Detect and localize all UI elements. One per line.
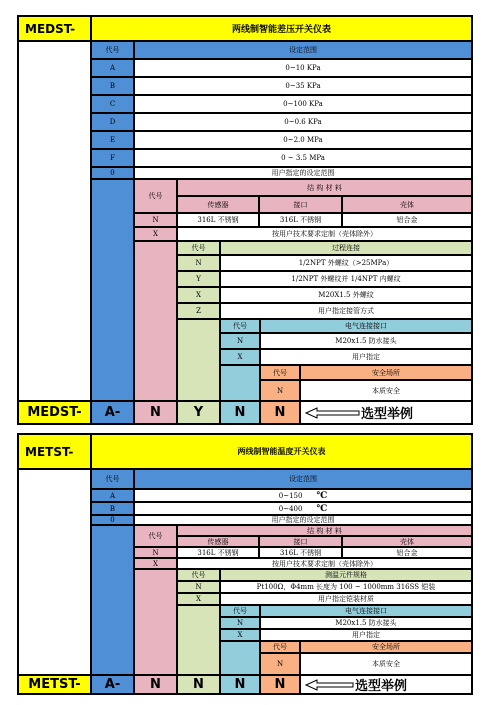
range-header: 设定范围 <box>134 41 472 59</box>
example-code-electrical: N <box>220 401 260 424</box>
range-code-header: 代号 <box>91 41 134 59</box>
range-value: 用户指定的设定范围 <box>134 515 472 525</box>
material-housing: 铝合金 <box>342 213 472 227</box>
material-housing-header: 壳体 <box>342 196 472 213</box>
range-code: 0 <box>91 167 134 179</box>
material-housing-header: 壳体 <box>342 536 472 547</box>
table-title: 两线制智能温度开关仪表 <box>91 434 472 469</box>
safety-code: N <box>260 380 300 401</box>
example-label: 选型举例 <box>355 679 408 694</box>
material-sensor: 316L 不锈钢 <box>177 547 259 558</box>
range-code: D <box>91 113 134 131</box>
range-code: B <box>91 77 134 95</box>
material-sensor: 316L 不锈钢 <box>177 213 259 227</box>
element-code: N <box>177 581 220 593</box>
range-value: 0 ~ 3.5 MPa <box>134 149 472 167</box>
material-code-header: 代号 <box>134 525 177 547</box>
left-spacer <box>18 41 91 401</box>
material-housing: 铝合金 <box>342 547 472 558</box>
example-code-safety: N <box>260 675 300 694</box>
material-port: 316L 不锈钢 <box>259 547 342 558</box>
range-value: 0~100 KPa <box>134 95 472 113</box>
range-value: 用户指定的设定范围 <box>134 167 472 179</box>
electrical-column-fill <box>220 365 260 401</box>
material-code: X <box>134 227 177 241</box>
left-spacer <box>18 469 91 675</box>
process-code: Y <box>177 271 220 287</box>
electrical-code: X <box>220 349 260 365</box>
electrical-value: M20x1.5 防水接头 <box>260 333 472 349</box>
example-code-material: N <box>134 675 177 694</box>
process-code-header: 代号 <box>177 241 220 255</box>
process-value: 用户指定接管方式 <box>220 303 472 319</box>
example-code-range: A- <box>91 401 134 424</box>
example-code-electrical: N <box>220 675 260 694</box>
range-code: 0 <box>91 515 134 525</box>
range-value-text: 0~150 <box>278 491 303 500</box>
electrical-value: M20x1.5 防水接头 <box>260 617 472 629</box>
range-code: B <box>91 502 134 515</box>
example-model: METST- <box>18 675 91 694</box>
process-value: 1/2NPT 外螺纹并 1/4NPT 内螺纹 <box>220 271 472 287</box>
safety-value: 本质安全 <box>300 653 472 675</box>
range-header: 设定范围 <box>134 469 472 489</box>
element-header: 测温元件规格 <box>220 569 472 581</box>
process-column-fill <box>177 319 220 401</box>
safety-code-header: 代号 <box>260 365 300 380</box>
range-code: C <box>91 95 134 113</box>
material-code: N <box>134 547 177 558</box>
material-custom: 按用户技术要求定制（壳体除外） <box>177 227 472 241</box>
left-arrow-icon <box>305 407 361 419</box>
electrical-header: 电气连接接口 <box>260 605 472 617</box>
process-code: N <box>177 255 220 271</box>
element-value: Pt100Ω，Φ4mm 长度为 100 ~ 1000mm 316SS 铠装 <box>220 581 472 593</box>
model-code: METST- <box>18 434 91 469</box>
material-port-header: 接口 <box>259 536 342 547</box>
safety-code-header: 代号 <box>260 641 300 653</box>
table-metst <box>17 433 473 695</box>
table-title: 两线制智能差压开关仪表 <box>91 16 472 41</box>
material-header: 结 构 材 料 <box>177 525 472 536</box>
electrical-value: 用户指定 <box>260 349 472 365</box>
electrical-column-fill <box>220 641 260 675</box>
safety-header: 安全场所 <box>300 365 472 380</box>
range-value <box>134 489 472 502</box>
range-code: A <box>91 489 134 502</box>
electrical-code: N <box>220 617 260 629</box>
range-value-text: 0~400 <box>278 504 303 513</box>
range-code: A <box>91 59 134 77</box>
material-header: 结 构 材 料 <box>177 179 472 196</box>
material-code-header: 代号 <box>134 179 177 213</box>
safety-header: 安全场所 <box>300 641 472 653</box>
unit-celsius: ℃ <box>316 503 328 514</box>
example-label: 选型举例 <box>361 407 414 422</box>
electrical-header: 电气连接接口 <box>260 319 472 333</box>
example-code-element: N <box>177 675 220 694</box>
process-code: Z <box>177 303 220 319</box>
range-code: F <box>91 149 134 167</box>
material-column-fill <box>134 241 177 401</box>
model-code: MEDST- <box>18 16 91 41</box>
element-code: X <box>177 593 220 605</box>
range-value: 0~2.0 MPa <box>134 131 472 149</box>
material-port-header: 接口 <box>259 196 342 213</box>
safety-value: 本质安全 <box>300 380 472 401</box>
electrical-code-header: 代号 <box>220 319 260 333</box>
electrical-code: N <box>220 333 260 349</box>
element-value: 用户指定铠装材质 <box>220 593 472 605</box>
electrical-code-header: 代号 <box>220 605 260 617</box>
element-column-fill <box>177 605 220 675</box>
safety-code: N <box>260 653 300 675</box>
range-column-fill <box>91 179 134 401</box>
material-port: 316L 不锈钢 <box>259 213 342 227</box>
electrical-value: 用户指定 <box>260 629 472 641</box>
example-hint <box>300 401 472 424</box>
example-code-safety: N <box>260 401 300 424</box>
range-code: E <box>91 131 134 149</box>
material-code: X <box>134 558 177 569</box>
example-model: MEDST- <box>18 401 91 424</box>
process-code: X <box>177 287 220 303</box>
example-hint <box>300 675 472 694</box>
material-code: N <box>134 213 177 227</box>
electrical-code: X <box>220 629 260 641</box>
range-value: 0~0.6 KPa <box>134 113 472 131</box>
range-column-fill <box>91 525 134 675</box>
example-code-material: N <box>134 401 177 424</box>
range-value: 0~35 KPa <box>134 77 472 95</box>
example-code-process: Y <box>177 401 220 424</box>
table-medst <box>17 15 473 425</box>
process-value: M20X1.5 外螺纹 <box>220 287 472 303</box>
range-value <box>134 502 472 515</box>
material-sensor-header: 传感器 <box>177 536 259 547</box>
example-code-range: A- <box>91 675 134 694</box>
range-code-header: 代号 <box>91 469 134 489</box>
process-header: 过程连接 <box>220 241 472 255</box>
material-custom: 按用户技术要求定制（壳体除外） <box>177 558 472 569</box>
element-code-header: 代号 <box>177 569 220 581</box>
material-sensor-header: 传感器 <box>177 196 259 213</box>
range-value: 0~10 KPa <box>134 59 472 77</box>
process-value: 1/2NPT 外螺纹（>25MPa） <box>220 255 472 271</box>
unit-celsius: ℃ <box>316 490 328 501</box>
material-column-fill <box>134 569 177 675</box>
left-arrow-icon <box>305 679 355 691</box>
